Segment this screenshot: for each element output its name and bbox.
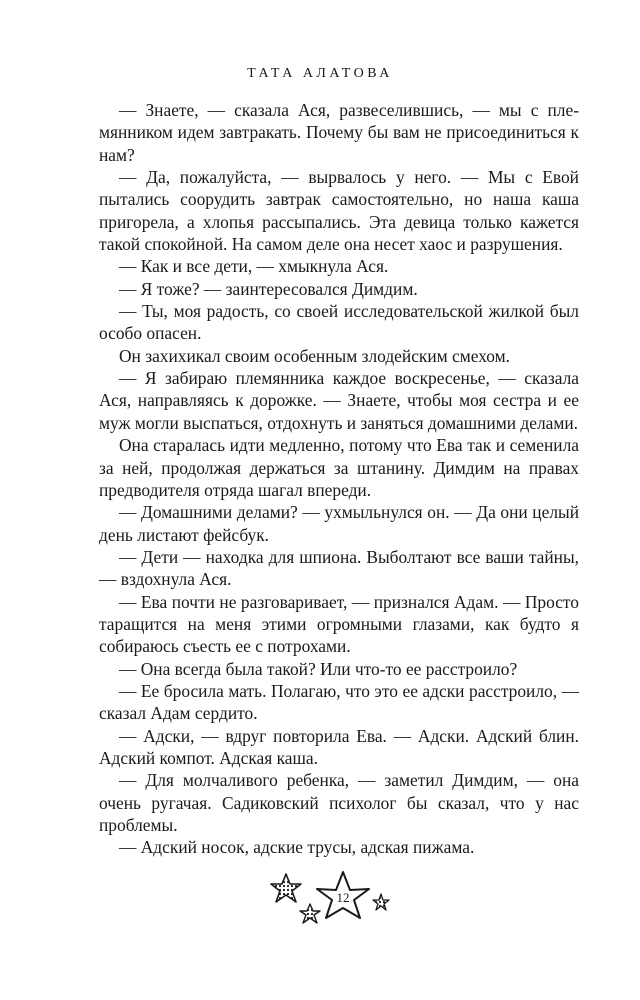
star-icon	[271, 874, 301, 902]
paragraph: — Ева почти не разговаривает, — признался Адам. — Просто таращится на меня этими огромными глазами, как будто я собираюсь съесть ее с потрохами.	[99, 591, 579, 657]
paragraph: — Да, пожалуйста, — вырвалось у него. — Мы с Евой пытались соорудить завтрак самостоятельно, но наша каша пригорела, а хлопья рассыпались. Эта девица только кажется такой спокойной. На самом деле она несет хаос и разрушения.	[99, 167, 579, 255]
paragraph: — Я забираю племянника каждое воскресенье, — сказала Ася, направляясь к дорожке. — Знаете, чтобы моя сестра и ее муж могли выспаться, отдохнуть и заняться домашними делами.	[99, 368, 579, 433]
star-icon	[373, 894, 389, 910]
paragraph: — Знаете, — сказала Ася, развеселившись, — мы с племянником идем завтракать. Почему бы вам не присоединиться к нам?	[99, 100, 579, 165]
paragraph: — Как и все дети, — хмыкнула Ася.	[119, 256, 389, 277]
paragraph: — Домашними делами? — ухмыльнулся он. — Да они целый день листают фейсбук.	[99, 502, 579, 545]
paragraph: — Ты, моя радость, со своей исследовательской жилкой был особо опасен.	[99, 301, 579, 344]
page-number-ornament	[250, 868, 410, 938]
paragraph: — Я тоже? — заинтересовался Димдим.	[119, 278, 418, 299]
paragraph: — Дети — находка для шпиона. Выболтают все ваши тайны, — вздохнула Ася.	[99, 546, 579, 590]
paragraph: — Ее бросила мать. Полагаю, что это ее адски расстроило, — сказал Адам сердито.	[99, 680, 579, 724]
star-icon	[300, 904, 320, 923]
body-text	[99, 99, 579, 859]
running-header: ТАТА АЛАТОВА	[247, 66, 393, 81]
paragraph: Он захихикал своим особенным злодейским смехом.	[119, 345, 510, 366]
paragraph: — Адский носок, адские трусы, адская пижама.	[119, 837, 475, 858]
paragraph: — Она всегда была такой? Или что-то ее расстроило?	[119, 658, 518, 679]
paragraph: — Адски, — вдруг повторила Ева. — Адски. Адский блин. Адский компот. Адская каша.	[99, 725, 579, 768]
paragraph: Она старалась идти медленно, потому что Ева так и семенила за ней, продолжая держаться за штанину. Димдим на правах предводителя отряда шагал впереди.	[99, 435, 579, 500]
page-number: 12	[336, 890, 350, 905]
paragraph: — Для молчаливого ребенка, — заметил Димдим, — она очень ругачая. Садиковский психолог бы сказал, что у нас проблемы.	[99, 770, 579, 835]
